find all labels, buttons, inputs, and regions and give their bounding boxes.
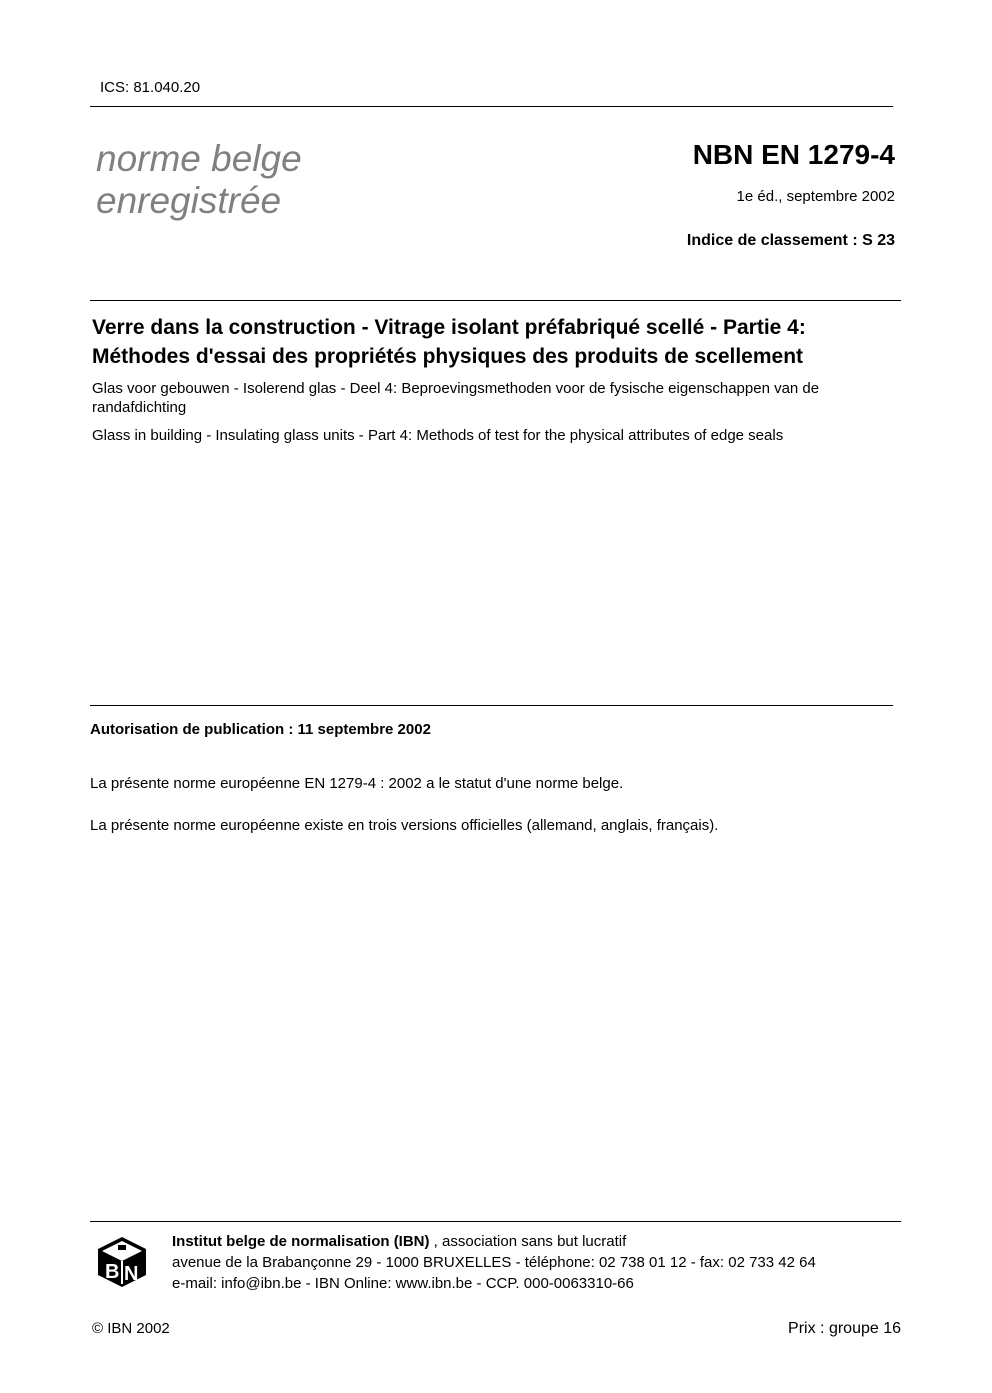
brand-title — [96, 138, 302, 222]
copyright: © IBN 2002 — [92, 1320, 170, 1337]
institute-suffix: , association sans but lucratif — [429, 1233, 627, 1250]
divider-title — [90, 300, 901, 301]
edition-date: 1e éd., septembre 2002 — [736, 188, 895, 205]
svg-text:N: N — [124, 1263, 139, 1285]
ics-code: ICS: 81.040.20 — [100, 79, 201, 96]
price-group: Prix : groupe 16 — [788, 1320, 901, 1337]
divider-footer — [90, 1221, 901, 1222]
institute-block — [172, 1231, 816, 1294]
title-french-line-1: Verre dans la construction - Vitrage isolant préfabriqué scellé - Partie 4: — [92, 316, 806, 339]
status-paragraph: La présente norme européenne EN 1279-4 : 2002 a le statut d'une norme belge. — [90, 775, 624, 792]
classification-index: Indice de classement : S 23 — [686, 232, 895, 249]
divider-middle — [90, 705, 893, 706]
title-french-line-2: Méthodes d'essai des propriétés physiques des produits de scellement — [92, 345, 804, 368]
publication-authorisation: Autorisation de publication : 11 septembre 2002 — [90, 721, 431, 738]
ibn-logo-icon — [96, 1236, 148, 1288]
versions-paragraph: La présente norme européenne existe en trois versions officielles (allemand, anglais, français). — [90, 817, 719, 834]
divider-top — [90, 106, 893, 107]
institute-contact: e-mail: info@ibn.be - IBN Online: www.ibn.be - CCP. 000-0063310-66 — [172, 1275, 634, 1292]
institute-address: avenue de la Brabançonne 29 - 1000 BRUXELLES - téléphone: 02 738 01 12 - fax: 02 733 42 64 — [172, 1254, 816, 1271]
svg-text:B: B — [105, 1261, 120, 1283]
standard-number: NBN EN 1279-4 — [692, 139, 895, 170]
institute-heading — [172, 1231, 816, 1252]
brand-line-1: norme belge — [96, 138, 302, 179]
title-dutch: Glas voor gebouwen - Isolerend glas - Deel 4: Beproevingsmethoden voor de fysische eigenschappen van de randafdichting — [92, 380, 820, 416]
institute-name: Institut belge de normalisation (IBN) — [172, 1233, 430, 1250]
brand-line-2: enregistrée — [96, 180, 282, 221]
title-french — [92, 313, 902, 371]
title-english: Glass in building - Insulating glass units - Part 4: Methods of test for the physical attributes of edge seals — [92, 427, 784, 444]
